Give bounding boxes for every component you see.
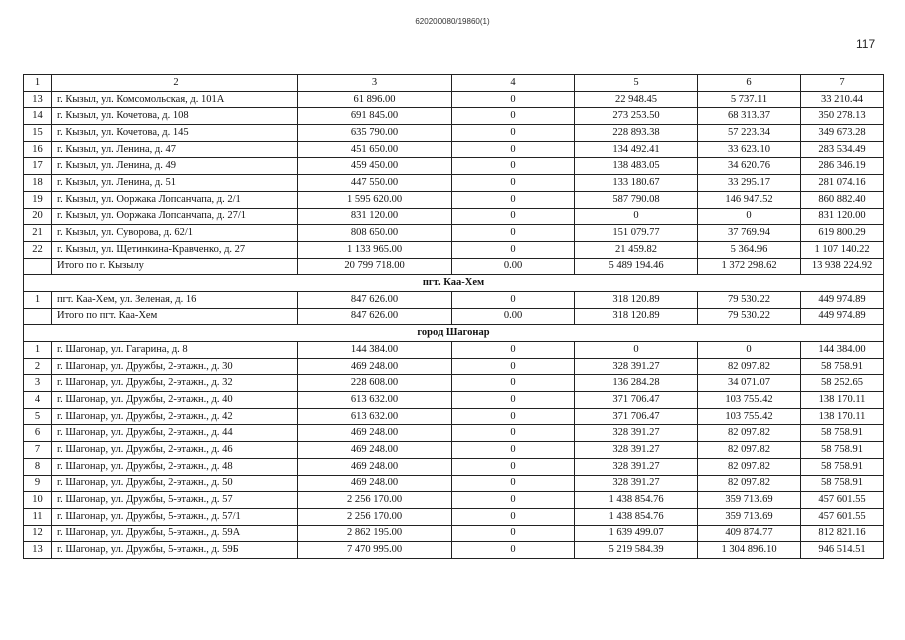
address-cell: г. Кызыл, ул. Щетинкина-Кравченко, д. 27 xyxy=(52,241,298,258)
table-cell: 328 391.27 xyxy=(575,475,698,492)
table-cell: 281 074.16 xyxy=(801,175,884,192)
table-cell: 5 364.96 xyxy=(698,241,801,258)
table-cell: 37 769.94 xyxy=(698,225,801,242)
page-number: 117 xyxy=(856,37,876,51)
table-cell: 613 632.00 xyxy=(298,392,452,409)
table-cell: 58 758.91 xyxy=(801,458,884,475)
table-cell: 328 391.27 xyxy=(575,358,698,375)
table-cell: 946 514.51 xyxy=(801,542,884,559)
data-table xyxy=(23,74,884,559)
table-cell: 21 459.82 xyxy=(575,241,698,258)
table-row xyxy=(24,542,884,559)
table-cell: 82 097.82 xyxy=(698,358,801,375)
table-cell: 860 882.40 xyxy=(801,191,884,208)
address-cell: г. Кызыл, ул. Ооржака Лопсанчапа, д. 2/1 xyxy=(52,191,298,208)
table-cell: 0 xyxy=(452,508,575,525)
table-cell: 17 xyxy=(24,158,52,175)
table-cell: 359 713.69 xyxy=(698,492,801,509)
table-cell: 1 438 854.76 xyxy=(575,492,698,509)
table-cell: 5 219 584.39 xyxy=(575,542,698,559)
table-cell: 22 948.45 xyxy=(575,91,698,108)
table-cell: 2 862 195.00 xyxy=(298,525,452,542)
table-body xyxy=(24,75,884,559)
table-cell: 0 xyxy=(698,208,801,225)
table-row xyxy=(24,108,884,125)
table-cell: 0 xyxy=(698,342,801,359)
table-cell: 0 xyxy=(452,458,575,475)
table-row xyxy=(24,125,884,142)
table-cell: 144 384.00 xyxy=(298,342,452,359)
table-cell: 451 650.00 xyxy=(298,141,452,158)
table-cell: 0 xyxy=(452,425,575,442)
table-cell: 1 133 965.00 xyxy=(298,241,452,258)
table-row xyxy=(24,375,884,392)
table-cell: 82 097.82 xyxy=(698,458,801,475)
table-cell: 613 632.00 xyxy=(298,408,452,425)
table-cell: 82 097.82 xyxy=(698,475,801,492)
table-cell: 0 xyxy=(452,342,575,359)
table-cell: 831 120.00 xyxy=(298,208,452,225)
table-cell: 469 248.00 xyxy=(298,442,452,459)
table-header-row xyxy=(24,75,884,92)
section-title: город Шагонар xyxy=(24,325,884,342)
table-row xyxy=(24,175,884,192)
table-cell: 469 248.00 xyxy=(298,458,452,475)
header-cell: 5 xyxy=(575,75,698,92)
address-cell: г. Шагонар, ул. Дружбы, 2-этажн., д. 30 xyxy=(52,358,298,375)
table-cell: 0 xyxy=(452,91,575,108)
table-cell: 20 799 718.00 xyxy=(298,258,452,275)
table-cell: 82 097.82 xyxy=(698,442,801,459)
table-cell: 457 601.55 xyxy=(801,508,884,525)
table-cell: 15 xyxy=(24,125,52,142)
table-row xyxy=(24,392,884,409)
table-cell: 151 079.77 xyxy=(575,225,698,242)
table-cell: 7 470 995.00 xyxy=(298,542,452,559)
table-cell: 144 384.00 xyxy=(801,342,884,359)
table-row xyxy=(24,191,884,208)
table-row xyxy=(24,458,884,475)
table-row xyxy=(24,408,884,425)
header-cell: 6 xyxy=(698,75,801,92)
table-cell: 8 xyxy=(24,458,52,475)
table-cell: 9 xyxy=(24,475,52,492)
table-cell: 3 xyxy=(24,375,52,392)
table-cell: 457 601.55 xyxy=(801,492,884,509)
table-cell: 847 626.00 xyxy=(298,308,452,325)
table-cell: 328 391.27 xyxy=(575,425,698,442)
address-cell: пгт. Каа-Хем, ул. Зеленая, д. 16 xyxy=(52,291,298,308)
table-cell: 133 180.67 xyxy=(575,175,698,192)
header-cell: 1 xyxy=(24,75,52,92)
table-cell: 6 xyxy=(24,425,52,442)
table-cell: 1 xyxy=(24,291,52,308)
table-cell: 0 xyxy=(452,375,575,392)
table-cell: 449 974.89 xyxy=(801,291,884,308)
table-cell: 34 071.07 xyxy=(698,375,801,392)
address-cell: г. Кызыл, ул. Кочетова, д. 108 xyxy=(52,108,298,125)
table-cell: 0 xyxy=(452,408,575,425)
table-row xyxy=(24,158,884,175)
table-cell: 0.00 xyxy=(452,258,575,275)
address-cell: г. Кызыл, ул. Ленина, д. 51 xyxy=(52,175,298,192)
table-cell: 1 372 298.62 xyxy=(698,258,801,275)
table-cell: 691 845.00 xyxy=(298,108,452,125)
table-cell: 58 758.91 xyxy=(801,442,884,459)
table-cell: 79 530.22 xyxy=(698,308,801,325)
table-cell: 57 223.34 xyxy=(698,125,801,142)
table-cell: 619 800.29 xyxy=(801,225,884,242)
table-cell: 58 252.65 xyxy=(801,375,884,392)
table-cell: 18 xyxy=(24,175,52,192)
table-cell: 0 xyxy=(452,291,575,308)
address-cell: г. Шагонар, ул. Гагарина, д. 8 xyxy=(52,342,298,359)
header-cell: 2 xyxy=(52,75,298,92)
table-cell: 16 xyxy=(24,141,52,158)
table-cell: 318 120.89 xyxy=(575,291,698,308)
table-cell: 5 489 194.46 xyxy=(575,258,698,275)
address-cell: г. Шагонар, ул. Дружбы, 2-этажн., д. 50 xyxy=(52,475,298,492)
table-row xyxy=(24,258,884,275)
table-cell: 5 xyxy=(24,408,52,425)
table-cell: 328 391.27 xyxy=(575,442,698,459)
address-cell: г. Шагонар, ул. Дружбы, 5-этажн., д. 59Б xyxy=(52,542,298,559)
table-cell: 847 626.00 xyxy=(298,291,452,308)
table-cell: 447 550.00 xyxy=(298,175,452,192)
table-cell: 1 xyxy=(24,342,52,359)
table-cell: 2 256 170.00 xyxy=(298,492,452,509)
table-cell: 138 170.11 xyxy=(801,408,884,425)
table-cell: 58 758.91 xyxy=(801,358,884,375)
table-cell: 11 xyxy=(24,508,52,525)
table-cell: 349 673.28 xyxy=(801,125,884,142)
table-cell: 228 893.38 xyxy=(575,125,698,142)
table-cell: 371 706.47 xyxy=(575,408,698,425)
address-cell: г. Шагонар, ул. Дружбы, 2-этажн., д. 32 xyxy=(52,375,298,392)
address-cell: г. Шагонар, ул. Дружбы, 5-этажн., д. 57/1 xyxy=(52,508,298,525)
table-cell: 0 xyxy=(575,208,698,225)
table-row xyxy=(24,308,884,325)
table-cell: 1 304 896.10 xyxy=(698,542,801,559)
table-cell: 318 120.89 xyxy=(575,308,698,325)
table-cell: 10 xyxy=(24,492,52,509)
table-cell: 812 821.16 xyxy=(801,525,884,542)
table-cell: 68 313.37 xyxy=(698,108,801,125)
table-cell: 635 790.00 xyxy=(298,125,452,142)
table-cell: 34 620.76 xyxy=(698,158,801,175)
table-cell: 0 xyxy=(452,525,575,542)
address-cell: г. Шагонар, ул. Дружбы, 2-этажн., д. 44 xyxy=(52,425,298,442)
table-cell: 469 248.00 xyxy=(298,475,452,492)
table-cell: 33 295.17 xyxy=(698,175,801,192)
table-cell: 0 xyxy=(452,475,575,492)
header-cell: 4 xyxy=(452,75,575,92)
document-id: 620200080/19860(1) xyxy=(415,17,490,26)
address-cell: г. Шагонар, ул. Дружбы, 2-этажн., д. 46 xyxy=(52,442,298,459)
table-cell: 808 650.00 xyxy=(298,225,452,242)
table-cell: 146 947.52 xyxy=(698,191,801,208)
table-cell: 0 xyxy=(452,175,575,192)
address-cell: Итого по пгт. Каа-Хем xyxy=(52,308,298,325)
table-cell: 79 530.22 xyxy=(698,291,801,308)
table-row xyxy=(24,492,884,509)
address-cell: г. Шагонар, ул. Дружбы, 2-этажн., д. 42 xyxy=(52,408,298,425)
table-row xyxy=(24,208,884,225)
table-cell: 0 xyxy=(452,125,575,142)
address-cell: г. Кызыл, ул. Суворова, д. 62/1 xyxy=(52,225,298,242)
table-cell: 273 253.50 xyxy=(575,108,698,125)
table-cell: 0 xyxy=(452,392,575,409)
address-cell: г. Кызыл, ул. Кочетова, д. 145 xyxy=(52,125,298,142)
table-cell: 2 256 170.00 xyxy=(298,508,452,525)
table-cell: 103 755.42 xyxy=(698,392,801,409)
table-row xyxy=(24,475,884,492)
table-cell: 283 534.49 xyxy=(801,141,884,158)
table-cell: 0 xyxy=(452,225,575,242)
table-row xyxy=(24,358,884,375)
table-row xyxy=(24,291,884,308)
table-cell: 0 xyxy=(452,208,575,225)
section-header-row xyxy=(24,325,884,342)
table-cell: 0 xyxy=(452,241,575,258)
table-cell: 19 xyxy=(24,191,52,208)
table-cell: 58 758.91 xyxy=(801,425,884,442)
table-cell: 13 xyxy=(24,542,52,559)
table-cell: 58 758.91 xyxy=(801,475,884,492)
table-row xyxy=(24,91,884,108)
table-cell: 1 595 620.00 xyxy=(298,191,452,208)
table-cell: 587 790.08 xyxy=(575,191,698,208)
table-cell: 138 170.11 xyxy=(801,392,884,409)
table-cell: 449 974.89 xyxy=(801,308,884,325)
table-cell: 12 xyxy=(24,525,52,542)
table-row xyxy=(24,342,884,359)
table-cell: 103 755.42 xyxy=(698,408,801,425)
table-cell: 21 xyxy=(24,225,52,242)
table-cell: 371 706.47 xyxy=(575,392,698,409)
table-cell: 0 xyxy=(452,141,575,158)
table-cell: 33 623.10 xyxy=(698,141,801,158)
table-cell: 1 438 854.76 xyxy=(575,508,698,525)
address-cell: г. Шагонар, ул. Дружбы, 5-этажн., д. 57 xyxy=(52,492,298,509)
table-cell: 14 xyxy=(24,108,52,125)
table-row xyxy=(24,525,884,542)
table-row xyxy=(24,141,884,158)
table-cell: 409 874.77 xyxy=(698,525,801,542)
table-cell: 0.00 xyxy=(452,308,575,325)
table-cell: 0 xyxy=(452,191,575,208)
table-cell: 469 248.00 xyxy=(298,425,452,442)
table-cell: 138 483.05 xyxy=(575,158,698,175)
table-row xyxy=(24,442,884,459)
table-cell: 7 xyxy=(24,442,52,459)
address-cell: г. Кызыл, ул. Ооржака Лопсанчапа, д. 27/1 xyxy=(52,208,298,225)
table-cell: 350 278.13 xyxy=(801,108,884,125)
table-cell xyxy=(24,308,52,325)
table-cell: 5 737.11 xyxy=(698,91,801,108)
address-cell: Итого по г. Кызылу xyxy=(52,258,298,275)
table-cell: 328 391.27 xyxy=(575,458,698,475)
table-cell: 831 120.00 xyxy=(801,208,884,225)
table-cell: 0 xyxy=(452,108,575,125)
address-cell: г. Кызыл, ул. Ленина, д. 47 xyxy=(52,141,298,158)
table-cell: 22 xyxy=(24,241,52,258)
table-cell: 4 xyxy=(24,392,52,409)
address-cell: г. Шагонар, ул. Дружбы, 2-этажн., д. 48 xyxy=(52,458,298,475)
header-cell: 3 xyxy=(298,75,452,92)
table-cell: 0 xyxy=(452,358,575,375)
table-cell: 33 210.44 xyxy=(801,91,884,108)
header-cell: 7 xyxy=(801,75,884,92)
table-cell: 61 896.00 xyxy=(298,91,452,108)
table-row xyxy=(24,508,884,525)
table-cell: 136 284.28 xyxy=(575,375,698,392)
table-cell: 469 248.00 xyxy=(298,358,452,375)
table-cell: 1 107 140.22 xyxy=(801,241,884,258)
table-row xyxy=(24,241,884,258)
table-cell xyxy=(24,258,52,275)
table-row xyxy=(24,425,884,442)
table-cell: 20 xyxy=(24,208,52,225)
table-cell: 134 492.41 xyxy=(575,141,698,158)
table-cell: 13 xyxy=(24,91,52,108)
table-cell: 0 xyxy=(452,492,575,509)
table-cell: 82 097.82 xyxy=(698,425,801,442)
address-cell: г. Кызыл, ул. Комсомольская, д. 101А xyxy=(52,91,298,108)
table-cell: 459 450.00 xyxy=(298,158,452,175)
section-header-row xyxy=(24,275,884,292)
address-cell: г. Кызыл, ул. Ленина, д. 49 xyxy=(52,158,298,175)
address-cell: г. Шагонар, ул. Дружбы, 5-этажн., д. 59А xyxy=(52,525,298,542)
address-cell: г. Шагонар, ул. Дружбы, 2-этажн., д. 40 xyxy=(52,392,298,409)
section-title: пгт. Каа-Хем xyxy=(24,275,884,292)
table-cell: 0 xyxy=(452,442,575,459)
table-cell: 1 639 499.07 xyxy=(575,525,698,542)
table-row xyxy=(24,225,884,242)
table-cell: 0 xyxy=(452,542,575,559)
table-cell: 2 xyxy=(24,358,52,375)
table-cell: 13 938 224.92 xyxy=(801,258,884,275)
table-cell: 0 xyxy=(575,342,698,359)
table-cell: 286 346.19 xyxy=(801,158,884,175)
table-cell: 359 713.69 xyxy=(698,508,801,525)
table-cell: 228 608.00 xyxy=(298,375,452,392)
table-cell: 0 xyxy=(452,158,575,175)
